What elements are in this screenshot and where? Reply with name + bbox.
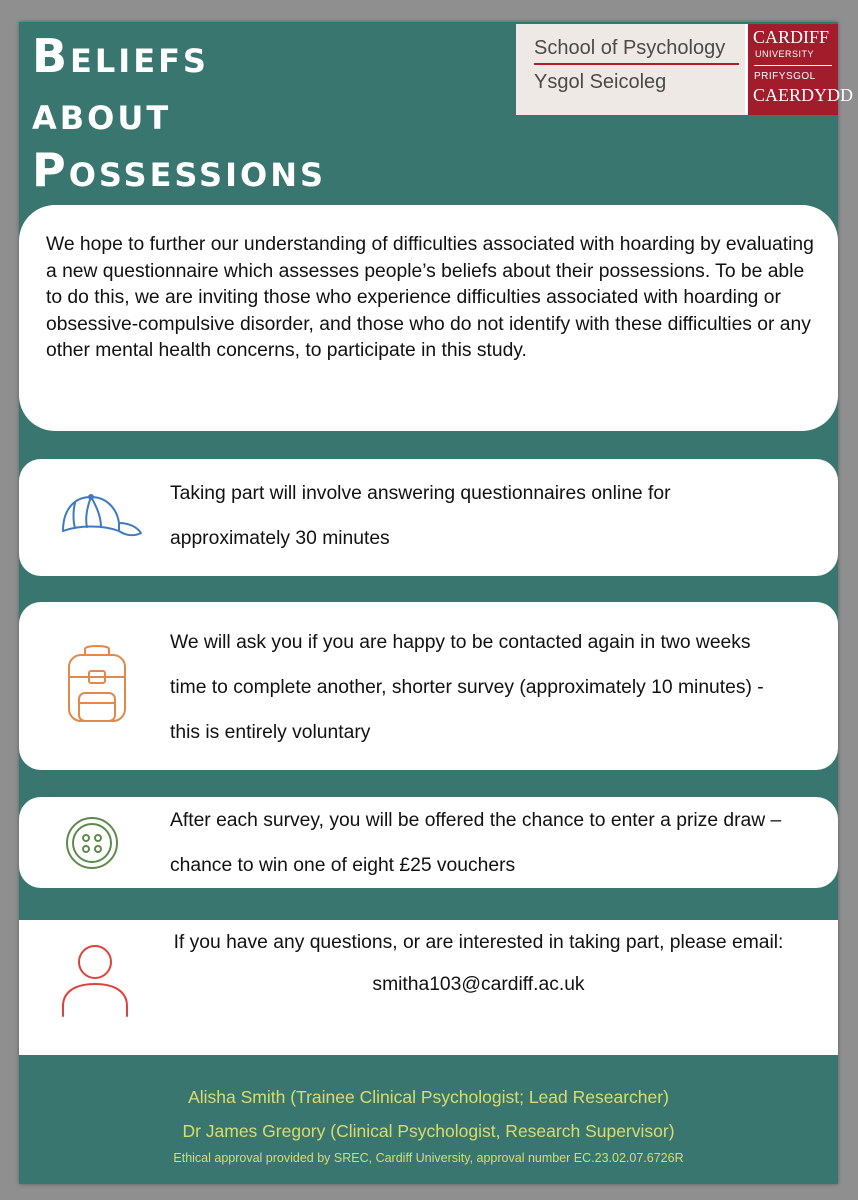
title-line: about — [32, 86, 172, 140]
info-row-follow-up — [19, 602, 838, 770]
cap-icon — [59, 493, 143, 546]
info-row-duration — [19, 459, 838, 576]
button-icon — [65, 816, 119, 875]
cardiff-logo-text: CAERDYDD — [753, 85, 854, 105]
cardiff-university-logo — [748, 24, 854, 115]
ethical-approval: Ethical approval provided by SREC, Cardiff University, approval number EC.23.02.07.6726R — [173, 1151, 684, 1165]
school-name-welsh: Ysgol Seicoleg — [534, 71, 667, 93]
school-name-english: School of Psychology — [534, 37, 726, 59]
cardiff-logo-text: PRIFYSGOL — [754, 71, 816, 82]
title-line: Beliefs — [32, 29, 209, 83]
research-supervisor: Dr James Gregory (Clinical Psychologist, Research Supervisor) — [182, 1121, 675, 1141]
lead-researcher: Alisha Smith (Trainee Clinical Psychologist; Lead Researcher) — [188, 1087, 669, 1107]
intro-text: We hope to further our understanding of difficulties associated with hoarding by evaluating a new questionnaire which assesses people’s beliefs about their possessions. To be able to do this, we are inviting those who experience difficulties associated with hoarding or obsessive-compulsive disorder, and those who do not identify with these difficulties or any other mental health concerns, to participate in this study. — [46, 234, 814, 361]
contact-text — [119, 922, 838, 1006]
title-line: Possessions — [32, 143, 327, 197]
info-row-prize — [19, 797, 838, 888]
contact-email[interactable]: smitha103@cardiff.ac.uk — [372, 974, 585, 995]
backpack-icon — [63, 643, 131, 730]
poster-title — [32, 28, 326, 199]
footer — [19, 1080, 838, 1168]
cardiff-logo-text: CARDIFF — [753, 27, 830, 47]
contact-card — [19, 920, 838, 1055]
cardiff-logo-divider — [754, 65, 832, 66]
prize-text: After each survey, you will be offered the chance to enter a prize draw – chance to win one of eight £25 vouchers — [170, 810, 782, 876]
logo-divider — [534, 63, 739, 65]
duration-text: Taking part will involve answering questionnaires online for approximately 30 minutes — [170, 483, 671, 549]
cardiff-logo-text: UNIVERSITY — [755, 49, 815, 59]
poster — [19, 22, 854, 1184]
university-logo — [516, 24, 854, 115]
school-logo-panel — [516, 24, 745, 115]
intro-card — [19, 205, 838, 431]
follow-up-text: We will ask you if you are happy to be contacted again in two weeks time to complete another, shorter survey (approximately 10 minutes) - this is entirely voluntary — [170, 632, 764, 743]
contact-message: If you have any questions, or are interested in taking part, please email: — [173, 932, 784, 953]
